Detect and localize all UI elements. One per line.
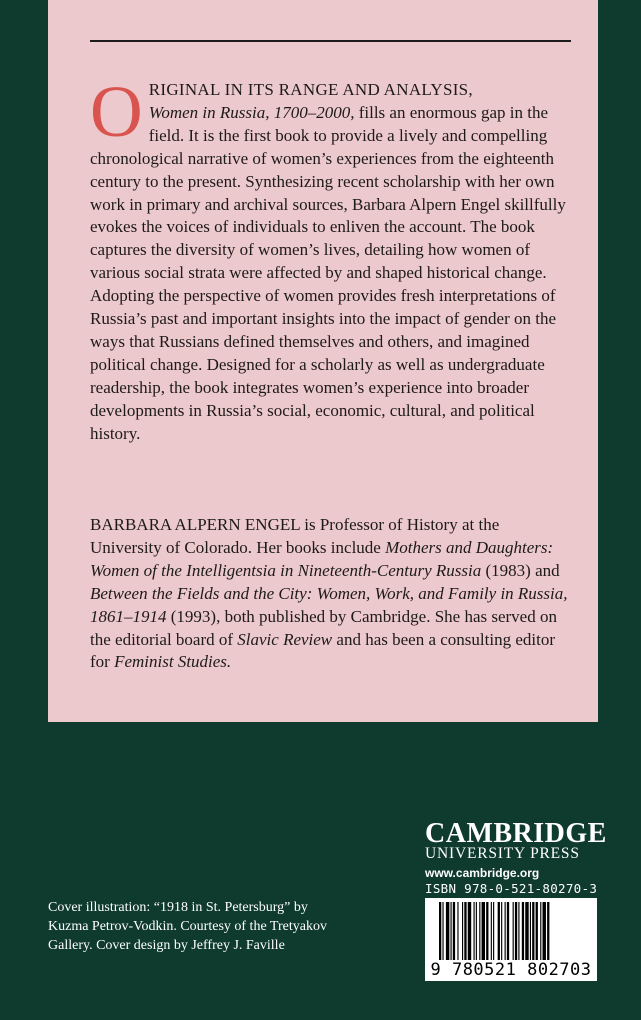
lead-caps-text: RIGINAL IN ITS RANGE AND ANALYSIS,	[148, 80, 473, 99]
barcode-bar	[464, 902, 466, 960]
barcode-bar	[482, 902, 485, 960]
barcode-number: 9 780521 802703	[430, 960, 592, 980]
publisher-name: CAMBRIDGE	[425, 818, 607, 849]
barcode-bar	[522, 902, 524, 960]
publisher-press: UNIVERSITY PRESS	[425, 845, 580, 862]
barcode-bar	[547, 902, 549, 960]
bio-journal-2: Feminist Studies.	[114, 652, 232, 672]
bio-book-title-2: Between the Fields and the City: Women, Work, and Family in Russia, 1861–1914	[90, 583, 568, 626]
bio-book-title-1: Mothers and Daughters: Women of the Intelligentsia in Nineteenth-Century Russia	[90, 537, 554, 580]
barcode-bar	[453, 902, 455, 960]
author-bio	[90, 514, 572, 674]
barcode-bar	[518, 902, 519, 960]
barcode-bar	[507, 902, 509, 960]
book-title-italic: Women in Russia, 1700–2000,	[148, 102, 355, 122]
barcode-bar	[476, 902, 477, 960]
bio-text-3: (1993), both published by Cambridge. She has served on the editorial board of	[90, 606, 557, 649]
back-cover-blurb-panel	[48, 0, 598, 722]
isbn-label: ISBN 978-0-521-80270-3	[425, 881, 598, 896]
barcode-bar	[451, 902, 452, 960]
cover-credit: Cover illustration: “1918 in St. Petersburg” by Kuzma Petrov-Vodkin. Courtesy of the Tretyakov Gallery. Cover design by Jeffrey J. Faville	[48, 900, 327, 953]
barcode-bar	[525, 902, 528, 960]
bio-text-4: and has been a consulting editor for	[90, 629, 555, 672]
barcode-bar	[498, 902, 500, 960]
barcode-bar	[532, 902, 534, 960]
barcode-bar	[530, 902, 531, 960]
barcode-bar	[442, 902, 443, 960]
barcode-bar	[491, 902, 492, 960]
drop-cap-letter: O	[90, 71, 143, 152]
barcode-bar	[474, 902, 475, 960]
book-description	[90, 71, 572, 446]
bio-text-2: (1983) and	[481, 560, 560, 580]
barcode-bar	[505, 902, 506, 960]
publisher-url: www.cambridge.org	[425, 866, 540, 880]
barcode-bar	[515, 902, 517, 960]
barcode-bar	[501, 902, 502, 960]
barcode-bar	[479, 902, 480, 960]
barcode-bar	[486, 902, 488, 960]
bio-journal-1: Slavic Review	[237, 629, 333, 649]
barcode-bar	[540, 902, 541, 960]
barcode-bar	[468, 902, 471, 960]
bio-text-1: BARBARA ALPERN ENGEL is Professor of History at the University of Colorado. Her books include	[90, 515, 500, 557]
isbn-barcode	[425, 898, 597, 981]
top-divider-rule	[90, 40, 571, 42]
barcode-bar	[493, 902, 494, 960]
barcode-bar	[513, 902, 514, 960]
barcode-bar	[439, 902, 441, 960]
barcode-bar	[446, 902, 449, 960]
barcode-bar	[536, 902, 538, 960]
barcode-bar	[457, 902, 458, 960]
description-text: fills an enormous gap in the field. It is the first book to provide a lively and compelling chronological narrative of women’s experiences from the eighteenth century to the present. Synthesizing recent scholarship with her own work in primary and archival sources, Barbara Alpern Engel skillfully evokes the voices of individuals to enliven the account. The book captures the diversity of women’s lives, detailing how women of various social strata were affected by and shaped historical change. Adopting the perspective of women provides fresh interpretations of Russia’s past and important insights into the impact of gender on the ways that Russians defined themselves and others, and imagined political change. Designed for a scholarly as well as undergraduate readership, the book integrates women’s experience into broader developments in Russia’s social, economic, cultural, and political history.	[90, 102, 566, 443]
barcode-bar	[462, 902, 463, 960]
barcode-bar	[543, 902, 546, 960]
